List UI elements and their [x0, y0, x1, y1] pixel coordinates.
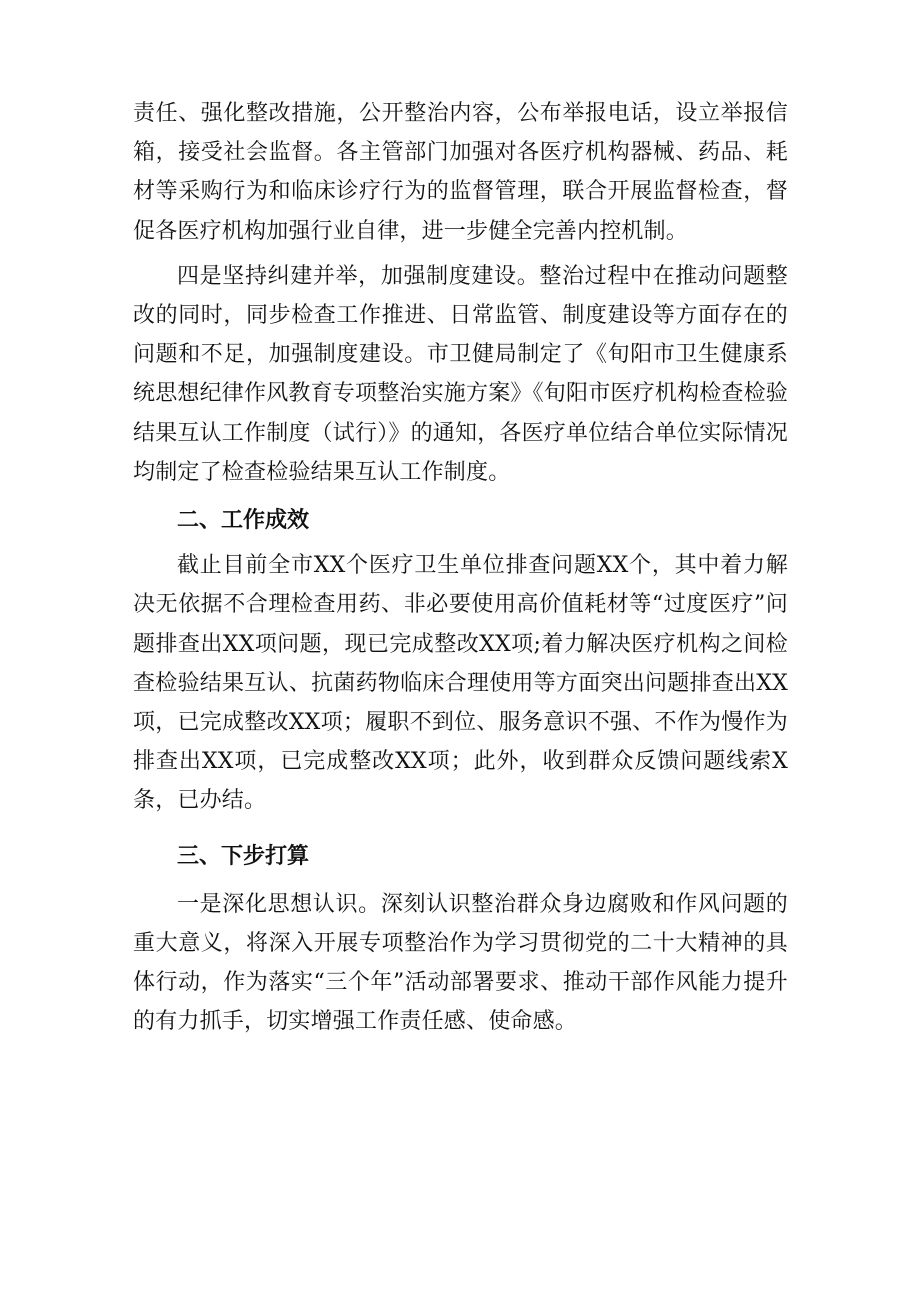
document-page — [133, 94, 788, 1042]
paragraph-system-building: 四是坚持纠建并举，加强制度建设。整治过程中在推动问题整改的同时，同步检查工作推进、日常监管、制度建设等方面存在的问题和不足，加强制度建设。市卫健局制定了《旬阳市卫生健康系统思想纪律作风教育专项整治实施方案》《旬阳市医疗机构检查检验结果互认工作制度（试行）》的通知，各医疗单位结合单位实际情况均制定了检查检验结果互认工作制度。 — [133, 263, 789, 485]
section-heading-next-steps: 三、下步打算 — [177, 843, 310, 869]
paragraph-supervision-continued: 责任、强化整改措施，公开整治内容，公布举报电话，设立举报信箱，接受社会监督。各主管部门加强对各医疗机构器械、药品、耗材等采购行为和临床诊疗行为的监督管理，联合开展监督检查，督促各医疗机构加强行业自律，进一步健全完善内控机制。 — [133, 101, 788, 244]
spacer — [133, 876, 788, 885]
spacer — [133, 492, 788, 501]
paragraph-deepen-understanding: 一是深化思想认识。深刻认识整治群众身边腐败和作风问题的重大意义，将深入开展专项整治作为学习贯彻党的二十大精神的具体行动，作为落实“三个年”活动部署要求、推动干部作风能力提升的有力抓手，切实增强工作责任感、使命感。 — [133, 891, 788, 1035]
section-heading-results: 二、工作成效 — [177, 508, 310, 534]
paragraph-results: 截止目前全市XX个医疗卫生单位排查问题XX个，其中着力解决无依据不合理检查用药、非必要使用高价值耗材等“过度医疗”问题排查出XX项问题，现已完成整改XX项;着力解决医疗机构之间检查检验结果互认、抗菌药物临床合理使用等方面突出问题排查出XX项，已完成整改XX项；履职不到位、服务意识不强、不作为慢作为排查出XX项，已完成整改XX项；此外，收到群众反馈问题线索X条，已办结。 — [133, 553, 788, 814]
spacer — [133, 821, 788, 837]
